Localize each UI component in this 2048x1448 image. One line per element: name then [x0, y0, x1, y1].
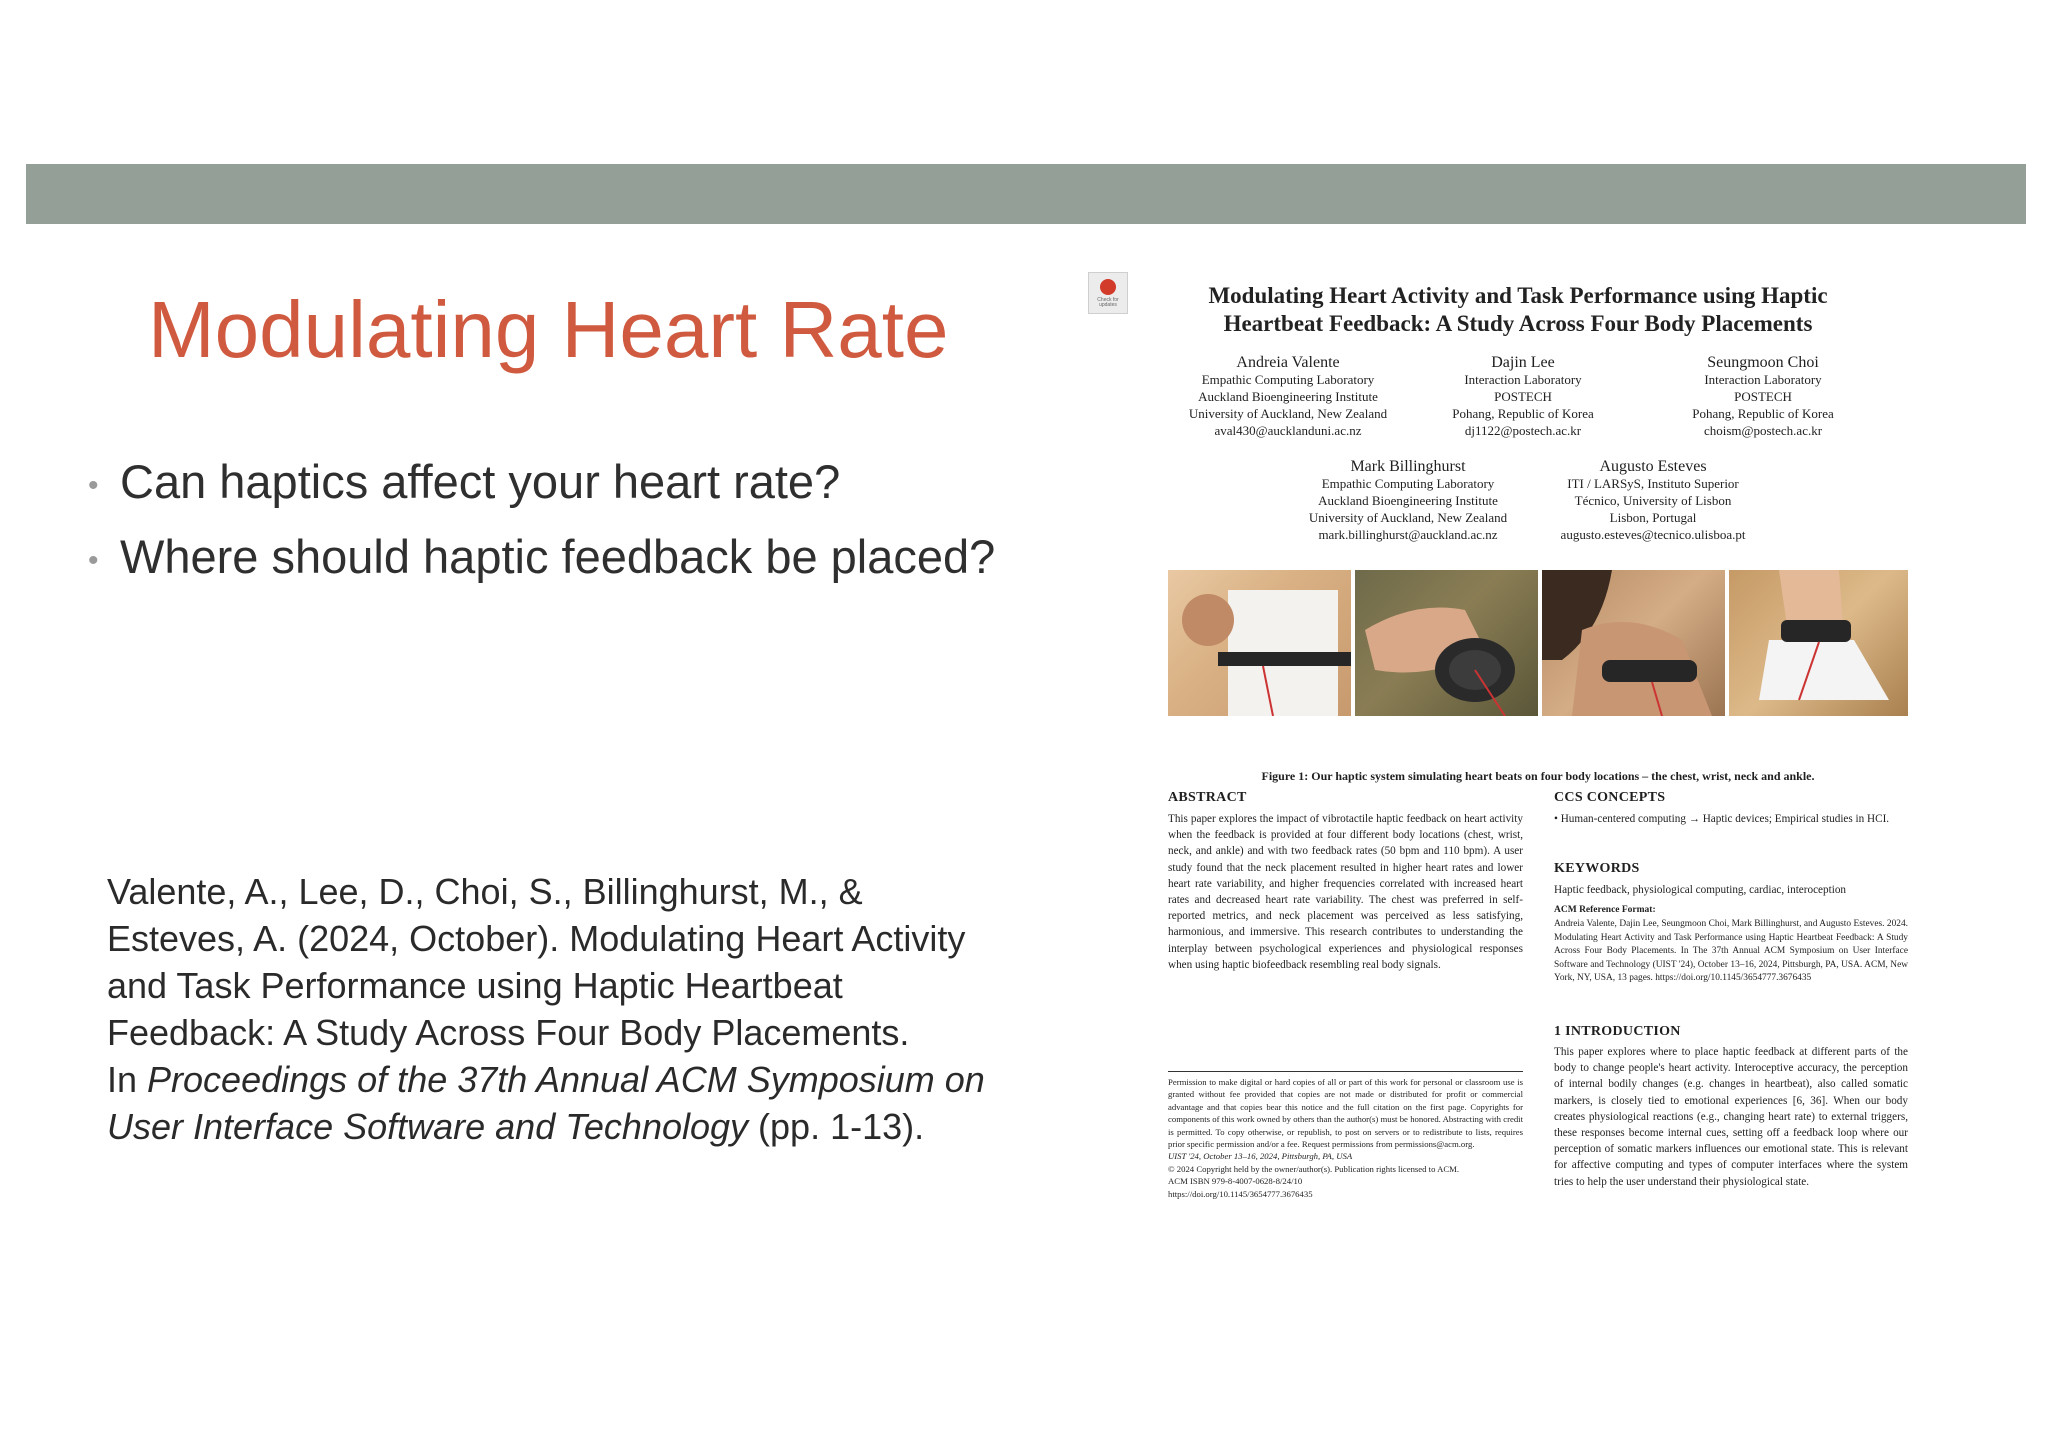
- citation: Valente, A., Lee, D., Choi, S., Billinghurst, M., & Esteves, A. (2024, October). Modulating Heart Activity and Task Performance using Haptic Heartbeat Feedback: A Study Across Four Body Placements. In Proceedings of the 37th Annual ACM Symposium on User Interface Software and Technology (pp. 1-13).: [107, 871, 985, 1147]
- abstract-text: This paper explores the impact of vibrotactile haptic feedback on heart activity when the feedback is provided at four different body locations (chest, wrist, neck, and ankle) and with two feedback rates (50 bpm and 110 bpm). A user study found that the neck placement resulted in higher heart rates and lower heart rate variability, and higher frequencies correlated with increased heart rates and decreased heart rate variability. The chest was preferred in self-reported metrics, and neck placement was perceived as less satisfying, harmonious, and immersive. This research contributes to understanding the interplay between psychological experiences and physiological responses when using haptic biofeedback resembling real body signals.: [1168, 813, 1523, 971]
- check-for-updates-badge: Check for updates: [1088, 272, 1128, 314]
- footnote-rule: [1168, 1071, 1523, 1072]
- header-band: [26, 164, 2026, 224]
- bullet-dot: •: [88, 469, 99, 503]
- intro-heading: 1 INTRODUCTION: [1554, 1024, 1681, 1039]
- photo-wrist: [1355, 570, 1538, 716]
- bullet-item: • Where should haptic feedback be placed?: [88, 521, 995, 596]
- acm-ref-heading: ACM Reference Format:: [1554, 905, 1656, 915]
- slide-title: Modulating Heart Rate: [148, 285, 949, 374]
- photo-ankle: [1729, 570, 1908, 716]
- paper-title: Modulating Heart Activity and Task Performance using Haptic Heartbeat Feedback: A Study Across Four Body Placements: [1208, 283, 1828, 336]
- keywords-text: Haptic feedback, physiological computing, cardiac, interoception: [1554, 884, 1847, 896]
- author-block: Andreia Valente Empathic Computing Laboratory Auckland Bioengineering Institute University of Auckland, New Zealand aval430@aucklanduni.ac.nz: [1188, 354, 1388, 438]
- bullet-dot: •: [88, 544, 99, 578]
- keywords-heading: KEYWORDS: [1554, 861, 1640, 876]
- abstract-heading: ABSTRACT: [1168, 790, 1247, 805]
- update-icon: [1100, 279, 1116, 295]
- figure-caption: Figure 1: Our haptic system simulating heart beats on four body locations – the chest, wrist, neck and ankle.: [1261, 769, 1815, 783]
- permissions-note: Permission to make digital or hard copies of all or part of this work for personal or classroom use is granted without fee provided that copies are not made or distributed for profit or commercial advantage and that copies bear this notice and the full citation on the first page. Copyrights for components of this work owned by others than the author(s) must be honored. Abstracting with credit is permitted. To copy otherwise, or republish, to post on servers or to redistribute to lists, requires prior specific permission and/or a fee. Request permissions from permissions@acm.org. UIST '24, October 13–16, 2024, Pittsburgh, PA, USA © 2024 Copyright held by the owner/author(s). Publication rights licensed to ACM. ACM ISBN 979-8-4007-0628-8/24/10 https://doi.org/10.1145/3654777.3676435: [1168, 1077, 1523, 1199]
- ccs-heading: CCS CONCEPTS: [1554, 790, 1666, 805]
- bullet-list: [88, 446, 995, 596]
- author-block: Augusto Esteves ITI / LARSyS, Instituto Superior Técnico, University of Lisbon Lisbon, Portugal augusto.esteves@tecnico.ulisboa.pt: [1560, 458, 1746, 542]
- ccs-text: • Human-centered computing → Haptic devices; Empirical studies in HCI.: [1554, 813, 1890, 825]
- author-block: Seungmoon Choi Interaction Laboratory POSTECH Pohang, Republic of Korea choism@postech.ac.kr: [1692, 354, 1834, 438]
- acm-ref-text: Andreia Valente, Dajin Lee, Seungmoon Choi, Mark Billinghurst, and Augusto Esteves. 2024. Modulating Heart Activity and Task Performance using Haptic Heartbeat Feedback: A Study Across Four Body Placements. In The 37th Annual ACM Symposium on User Interface Software and Technology (UIST '24), October 13–16, 2024, Pittsburgh, PA, USA. ACM, New York, NY, USA, 13 pages. https://doi.org/10.1145/3654777.3676435: [1554, 919, 1908, 983]
- paper-preview: [1088, 268, 1918, 1218]
- photo-chest: [1168, 570, 1351, 716]
- intro-text: This paper explores where to place haptic feedback at different parts of the body to change people's heart activity. Interoceptive accuracy, the perception of internal bodily changes (e.g. changes in heartbeat), also called somatic markers, is closely tied to emotional experiences [6, 36]. When our body creates physiological reactions (e.g., changing heart rate) to external triggers, these responses become internal cues, setting off a feedback loop where our perception of somatic markers influences our emotional state. This is relevant for affective computing and types of computer interfaces where the system tries to help the user understand their physiological state.: [1554, 1046, 1908, 1188]
- author-block: Dajin Lee Interaction Laboratory POSTECH Pohang, Republic of Korea dj1122@postech.ac.kr: [1452, 354, 1594, 438]
- photo-neck: [1542, 570, 1725, 716]
- bullet-item: • Can haptics affect your heart rate?: [88, 446, 995, 521]
- figure-photos: [1168, 570, 1908, 716]
- author-block: Mark Billinghurst Empathic Computing Laboratory Auckland Bioengineering Institute University of Auckland, New Zealand mark.billinghurst@auckland.ac.nz: [1308, 458, 1508, 542]
